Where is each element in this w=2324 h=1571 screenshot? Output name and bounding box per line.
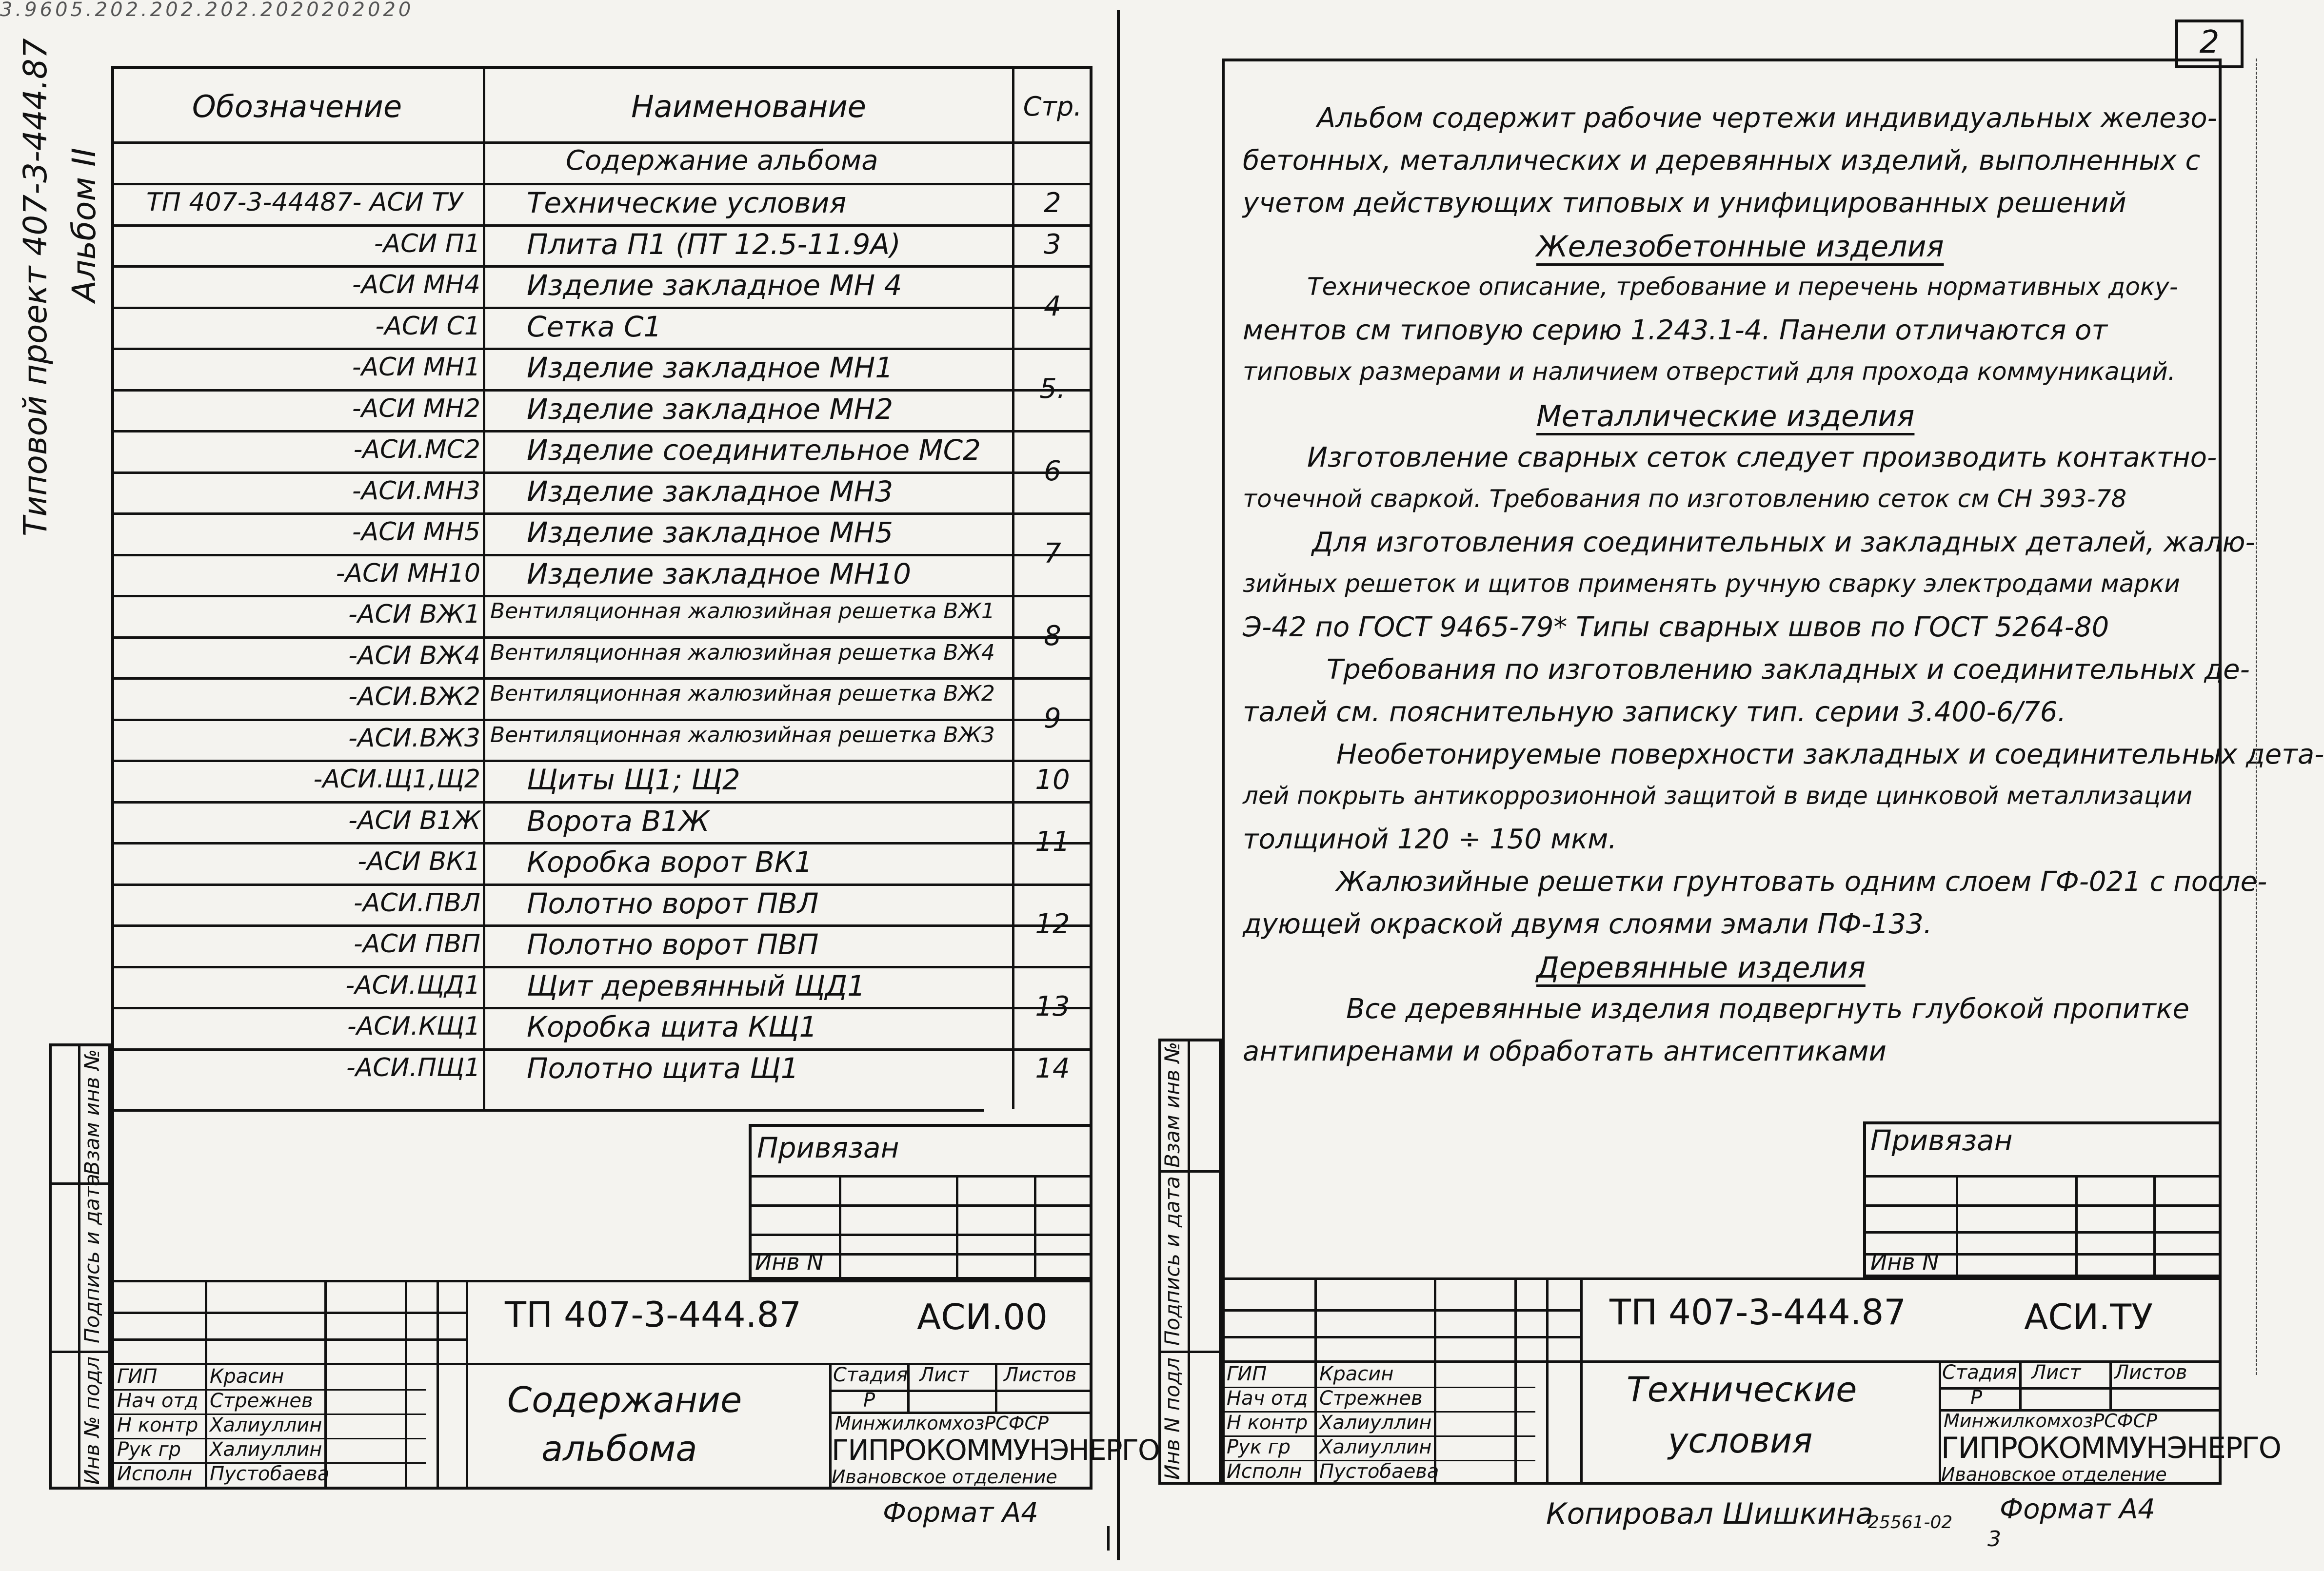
row-name: Полотно ворот ПВП xyxy=(527,928,819,961)
row-rule xyxy=(111,471,1092,474)
right-sheet-label: Лист xyxy=(2031,1361,2081,1384)
staff-role: Исполн xyxy=(117,1463,193,1485)
row-name: Ворота В1Ж xyxy=(527,804,710,838)
row-name: Изделие соединительное МС2 xyxy=(527,433,981,467)
paragraph-line: типовых размерами и наличием отверстий для прохода коммуникаций. xyxy=(1243,357,2176,386)
left-header-rule xyxy=(111,141,1092,144)
staff-role: ГИП xyxy=(117,1365,158,1388)
row-rule xyxy=(111,307,1092,309)
left-bottom-tick xyxy=(1107,1526,1110,1551)
row-rule xyxy=(111,924,1092,927)
row-name: Изделие закладное МН10 xyxy=(527,557,912,590)
row-rule xyxy=(111,966,1092,968)
staff-role: Н контр xyxy=(1227,1412,1308,1434)
right-project-code: ТП 407-3-444.87 xyxy=(1609,1292,1907,1333)
right-org-2: ГИПРОКОММУНЭНЕРГО xyxy=(1941,1431,2281,1465)
row-name: Полотно щита Щ1 xyxy=(527,1051,799,1085)
page-rule xyxy=(1012,1048,1092,1051)
left-stage-label: Стадия xyxy=(833,1364,908,1386)
row-name: Изделие закладное МН5 xyxy=(527,516,894,549)
row-code: -АСИ.ПВЛ xyxy=(354,888,480,918)
paragraph-line: лей покрыть антикоррозионной защитой в виде цинковой металлизации xyxy=(1243,782,2192,810)
right-side-stamp-rule-2 xyxy=(1158,1351,1222,1353)
row-code: -АСИ ПВП xyxy=(354,929,480,959)
staff-name: Пустобаева xyxy=(210,1463,330,1485)
paragraph-line: талей см. пояснительную записку тип. серии 3.400-6/76. xyxy=(1243,696,2066,728)
page-rule xyxy=(1012,595,1092,597)
left-table-bottom-rule xyxy=(111,1109,984,1112)
left-privyazan-rule-3 xyxy=(749,1234,1092,1236)
header-name: Наименование xyxy=(631,89,866,124)
page-number-cell: 4 xyxy=(1044,290,1061,322)
page-rule xyxy=(1012,760,1092,762)
row-name: Изделие закладное МН1 xyxy=(527,351,894,384)
row-rule xyxy=(111,1007,1092,1009)
row-name: Коробка щита КЩ1 xyxy=(527,1010,817,1043)
staff-role: Нач отд xyxy=(1227,1387,1308,1410)
staff-rule xyxy=(111,1462,426,1464)
row-name: Щит деревянный ЩД1 xyxy=(527,969,866,1002)
paragraph-line: Необетонируемые поверхности закладных и соединительных дета- xyxy=(1336,739,2324,770)
row-code: -АСИ.Щ1,Щ2 xyxy=(313,765,480,794)
left-titleblock-col-1 xyxy=(205,1280,207,1490)
paragraph-line: Альбом содержит рабочие чертежи индивидуальных железо- xyxy=(1317,102,2217,134)
sheet-small-number: 3 xyxy=(1987,1527,2001,1551)
row-name: Изделие закладное МН3 xyxy=(527,474,894,508)
staff-rule xyxy=(111,1389,426,1391)
staff-name: Красин xyxy=(1319,1363,1394,1385)
row-code: -АСИ МН5 xyxy=(352,517,480,547)
left-side-label-signature: Подпись и дата xyxy=(80,1174,104,1343)
left-titleblock-col-3 xyxy=(405,1280,407,1490)
staff-name: Стрежнев xyxy=(210,1390,313,1412)
row-code: -АСИ МН2 xyxy=(352,393,480,423)
row-code: -АСИ МН1 xyxy=(352,353,480,382)
left-project-code: ТП 407-3-444.87 xyxy=(505,1294,802,1335)
row-rule xyxy=(111,430,1092,432)
right-privyazan-col-3 xyxy=(2153,1175,2156,1277)
row-code: -АСИ С1 xyxy=(375,311,480,341)
row-code: -АСИ В1Ж xyxy=(348,805,480,835)
right-side-stamp-col xyxy=(1188,1039,1190,1485)
row-name: Полотно ворот ПВЛ xyxy=(527,886,819,920)
right-titleblock-top xyxy=(1222,1277,2222,1280)
left-titleblock-col-7 xyxy=(995,1363,997,1412)
page-rule xyxy=(1012,224,1092,227)
left-privyazan-rule-2 xyxy=(749,1204,1092,1207)
staff-rule xyxy=(1221,1460,1535,1461)
right-privyazan-label: Привязан xyxy=(1870,1124,2013,1157)
row-code: -АСИ ВК1 xyxy=(358,847,480,876)
page-rule xyxy=(1012,801,1092,804)
paragraph-line: зийных решеток и щитов применять ручную сварку электродами марки xyxy=(1243,569,2180,598)
page-number-cell: 9 xyxy=(1044,702,1061,734)
left-titleblock-col-4 xyxy=(437,1280,439,1490)
left-titleblock-col-2 xyxy=(324,1280,327,1490)
section-heading: Железобетонные изделия xyxy=(1536,230,1944,264)
left-titleblock-rule-a xyxy=(111,1312,466,1314)
row-rule xyxy=(111,389,1092,392)
sheet-divider xyxy=(1117,10,1120,1560)
right-privyazan-rule-3 xyxy=(1863,1231,2222,1234)
staff-name: Халиуллин xyxy=(1319,1412,1432,1434)
row-rule xyxy=(111,677,1092,680)
staff-rule xyxy=(1221,1387,1535,1388)
staff-role: Рук гр xyxy=(1227,1436,1291,1458)
paragraph-line: толщиной 120 ÷ 150 мкм. xyxy=(1243,824,1617,855)
row-name: Вентиляционная жалюзийная решетка ВЖ3 xyxy=(490,722,995,747)
paragraph-line: Изготовление сварных сеток следует производить контактно- xyxy=(1307,442,2217,473)
section-heading: Металлические изделия xyxy=(1536,399,1915,433)
row-rule xyxy=(111,554,1092,556)
staff-role: Нач отд xyxy=(117,1390,199,1412)
paragraph-line: бетонных, металлических и деревянных изделий, выполненных с xyxy=(1243,145,2201,177)
row-rule xyxy=(111,224,1092,227)
header-page: Стр. xyxy=(1023,91,1082,122)
paragraph-line: Для изготовления соединительных и закладных деталей, жалю- xyxy=(1312,527,2255,558)
right-inv-no-label: Инв N xyxy=(1870,1249,1939,1275)
row-rule xyxy=(111,842,1092,844)
page-rule xyxy=(1012,512,1092,515)
page-rule xyxy=(1012,265,1092,268)
staff-role: Рук гр xyxy=(117,1438,181,1461)
left-privyazan-col-1 xyxy=(839,1175,841,1280)
paragraph-line: Жалюзийные решетки грунтовать одним слоем ГФ-021 с после- xyxy=(1336,866,2267,898)
album-vertical-label: Альбом II xyxy=(65,147,103,302)
paragraph-line: дующей окраской двумя слоями эмали ПФ-133. xyxy=(1243,908,1932,940)
right-sheets-label: Листов xyxy=(2114,1361,2187,1384)
row-code: -АСИ.КЩ1 xyxy=(347,1012,480,1041)
left-sheets-label: Листов xyxy=(1004,1364,1077,1386)
right-format-label: Формат А4 xyxy=(2000,1493,2155,1525)
left-titleblock-rule-b xyxy=(111,1338,466,1341)
right-side-label-replace: Взам инв № xyxy=(1160,1041,1184,1168)
page-number-cell: 14 xyxy=(1035,1052,1070,1084)
row-rule xyxy=(111,760,1092,762)
page-number-cell: 3 xyxy=(1044,228,1061,260)
page-number-cell: 13 xyxy=(1035,991,1070,1022)
row-code: -АСИ.ВЖ3 xyxy=(348,723,480,753)
staff-rule xyxy=(1221,1435,1535,1437)
row-rule xyxy=(111,512,1092,515)
staff-name: Халиуллин xyxy=(1319,1436,1432,1458)
row-rule xyxy=(111,348,1092,350)
left-title-line2: альбома xyxy=(541,1428,697,1469)
page-number-cell: 2 xyxy=(1044,187,1061,219)
right-titleblock-col-1 xyxy=(1314,1277,1317,1485)
left-titleblock-top xyxy=(111,1280,1092,1282)
page-rule xyxy=(1012,884,1092,886)
left-title-line1: Содержание xyxy=(507,1379,742,1420)
row-name: Вентиляционная жалюзийная решетка ВЖ1 xyxy=(490,599,995,624)
contents-title: Содержание альбома xyxy=(566,145,878,177)
page-number-cell: 5. xyxy=(1039,373,1066,405)
right-org-3: Ивановское отделение xyxy=(1941,1464,2167,1485)
right-titleblock-col-7 xyxy=(2109,1360,2112,1409)
staff-name: Красин xyxy=(210,1365,284,1388)
left-privyazan-rule-1 xyxy=(749,1175,1092,1178)
staff-role: Н контр xyxy=(117,1414,199,1436)
page-number: 2 xyxy=(2199,24,2220,60)
left-inv-no-label: Инв N xyxy=(755,1249,824,1275)
row-code: -АСИ ВЖ1 xyxy=(348,600,480,629)
staff-rule xyxy=(1221,1411,1535,1413)
right-privyazan-col-2 xyxy=(2075,1175,2078,1277)
row-rule xyxy=(111,265,1092,268)
paragraph-line: Требования по изготовлению закладных и соединительных де- xyxy=(1327,654,2250,686)
row-code: -АСИ МН10 xyxy=(336,558,480,588)
project-vertical-label: Типовой проект 407-3-444.87 xyxy=(17,38,54,536)
left-privyazan-col-2 xyxy=(956,1175,958,1280)
staff-name: Халиуллин xyxy=(210,1438,322,1461)
staff-rule xyxy=(111,1414,426,1415)
row-code: -АСИ.ЩД1 xyxy=(345,970,480,1000)
right-sheet-code: АСИ.ТУ xyxy=(2024,1296,2153,1337)
right-titleblock-divider xyxy=(1580,1277,1583,1485)
row-code: ТП 407-3-44487- АСИ ТУ xyxy=(146,188,463,217)
row-name: Вентиляционная жалюзийная решетка ВЖ2 xyxy=(490,681,995,706)
left-col-divider-1 xyxy=(483,66,485,1109)
paragraph-line: ментов см типовую серию 1.243.1-4. Панели отличаются от xyxy=(1243,314,2107,346)
left-org-2: ГИПРОКОММУНЭНЕРГО xyxy=(832,1434,1159,1467)
paragraph-line: Техническое описание, требование и перечень нормативных доку- xyxy=(1307,273,2178,301)
right-side-label-inv: Инв N подл xyxy=(1160,1357,1184,1480)
left-sheet-code: АСИ.00 xyxy=(917,1296,1048,1337)
row-name: Плита П1 (ПТ 12.5-11.9А) xyxy=(527,227,901,261)
row-rule xyxy=(111,884,1092,886)
edge-sketch-line xyxy=(2256,59,2257,1375)
staff-role: ГИП xyxy=(1227,1363,1267,1385)
paragraph-line: антипиренами и обработать антисептиками xyxy=(1243,1036,1887,1067)
staff-rule xyxy=(111,1438,426,1439)
left-col-divider-2 xyxy=(1012,66,1014,1109)
page-rule xyxy=(1012,348,1092,350)
right-titleblock-col-4 xyxy=(1546,1277,1549,1485)
right-stage-value: Р xyxy=(1970,1387,1983,1409)
right-privyazan-rule-1 xyxy=(1863,1175,2222,1178)
page-number-cell: 8 xyxy=(1044,620,1061,652)
left-privyazan-col-3 xyxy=(1034,1175,1036,1280)
row-code: -АСИ.МС2 xyxy=(353,435,480,464)
row-name: Сетка С1 xyxy=(527,310,662,343)
row-rule xyxy=(111,719,1092,721)
staff-name: Халиуллин xyxy=(210,1414,322,1436)
row-name: Щиты Щ1; Щ2 xyxy=(527,763,740,796)
row-code: -АСИ МН4 xyxy=(352,270,480,299)
page-rule xyxy=(1012,430,1092,432)
staff-name: Пустобаева xyxy=(1319,1460,1439,1483)
page-number-cell: 10 xyxy=(1035,764,1070,796)
page-rule xyxy=(1012,677,1092,680)
left-org-1: МинжилкомхозРСФСР xyxy=(835,1413,1049,1434)
right-side-label-signature: Подпись и дата xyxy=(1160,1176,1184,1346)
row-code: -АСИ.ПЩ1 xyxy=(346,1053,480,1082)
section-heading: Деревянные изделия xyxy=(1536,951,1866,985)
right-titleblock-rule-b xyxy=(1222,1336,1580,1338)
left-sheet-label: Лист xyxy=(919,1364,969,1386)
row-code: -АСИ.МН3 xyxy=(352,476,480,506)
page-rule xyxy=(1012,966,1092,968)
right-titleblock-rule-a xyxy=(1222,1309,1580,1312)
right-org-1: МинжилкомхозРСФСР xyxy=(1944,1410,2157,1432)
row-rule xyxy=(111,1048,1092,1051)
row-rule xyxy=(111,595,1092,597)
row-code: -АСИ ВЖ4 xyxy=(348,641,480,670)
paragraph-line: Э-42 по ГОСТ 9465-79* Типы сварных швов по ГОСТ 5264-80 xyxy=(1243,611,2109,643)
row-code: -АСИ П1 xyxy=(374,229,480,258)
row-name: Вентиляционная жалюзийная решетка ВЖ4 xyxy=(490,640,995,665)
left-stage-value: Р xyxy=(863,1389,875,1412)
right-title-line1: Технические xyxy=(1627,1370,1857,1410)
row-rule xyxy=(111,801,1092,804)
staff-name: Стрежнев xyxy=(1319,1387,1423,1410)
row-name: Изделие закладное МН 4 xyxy=(527,269,902,302)
right-title-line2: условия xyxy=(1668,1421,1813,1461)
top-strip-text: 3.9605.202.202.202.2020202020 xyxy=(0,0,414,21)
left-side-label-inv: Инв № подл xyxy=(80,1356,104,1485)
right-stage-label: Стадия xyxy=(1942,1361,2017,1384)
copied-by: Копировал Шишкина xyxy=(1546,1497,1874,1531)
order-number: 25561-02 xyxy=(1868,1512,1953,1532)
staff-role: Исполн xyxy=(1227,1460,1302,1483)
row-name: Технические условия xyxy=(527,186,847,219)
page-number-cell: 7 xyxy=(1044,537,1061,569)
right-privyazan-col-1 xyxy=(1956,1175,1958,1277)
row-name: Коробка ворот ВК1 xyxy=(527,845,813,879)
right-privyazan-rule-2 xyxy=(1863,1204,2222,1207)
row-rule xyxy=(111,183,1092,185)
page-number-cell: 11 xyxy=(1035,826,1070,858)
page-number-cell: 12 xyxy=(1035,908,1070,940)
paragraph-line: учетом действующих типовых и унифицированных решений xyxy=(1243,187,2126,219)
header-designation: Обозначение xyxy=(192,89,402,124)
left-side-label-replace: Взам инв № xyxy=(80,1049,104,1175)
paragraph-line: точечной сваркой. Требования по изготовлению сеток см СН 393-78 xyxy=(1243,485,2127,513)
row-rule xyxy=(111,636,1092,639)
row-code: -АСИ.ВЖ2 xyxy=(348,682,480,711)
left-titleblock-divider xyxy=(466,1280,468,1490)
left-org-3: Ивановское отделение xyxy=(832,1466,1057,1488)
paragraph-line: Все деревянные изделия подвергнуть глубокой пропитке xyxy=(1346,993,2189,1025)
right-titleblock-col-6 xyxy=(2019,1360,2022,1409)
left-format-label: Формат А4 xyxy=(883,1497,1038,1529)
left-privyazan-label: Привязан xyxy=(757,1131,899,1164)
right-titleblock-col-3 xyxy=(1514,1277,1517,1485)
row-name: Изделие закладное МН2 xyxy=(527,392,894,426)
right-side-stamp-rule-1 xyxy=(1158,1170,1222,1173)
right-titleblock-col-2 xyxy=(1434,1277,1436,1485)
page-number-cell: 6 xyxy=(1044,455,1061,487)
left-side-stamp-rule-2 xyxy=(49,1351,111,1353)
